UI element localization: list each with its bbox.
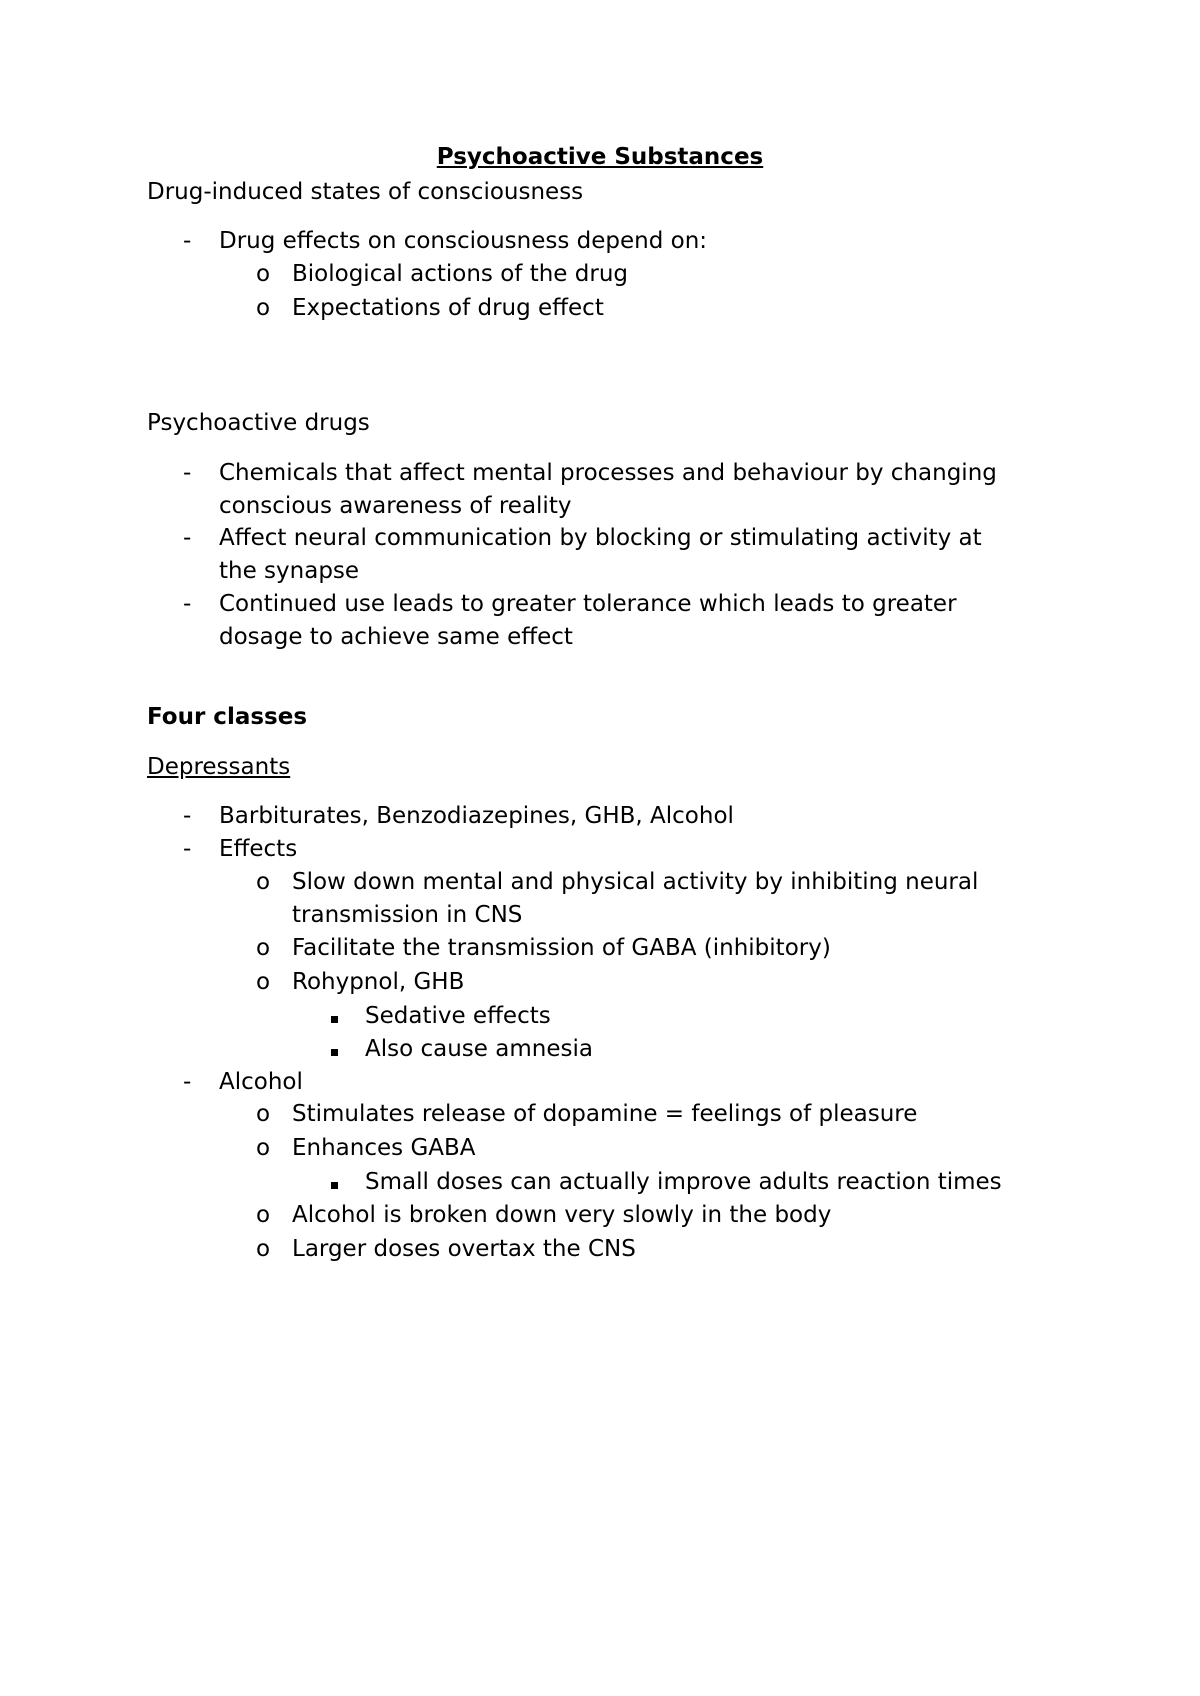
list-item: Slow down mental and physical activity by inhibiting neural — [292, 869, 979, 895]
list-item-continuation: transmission in CNS — [292, 902, 523, 928]
square-bullet-icon — [331, 1000, 338, 1033]
list-item: Also cause amnesia — [365, 1036, 593, 1062]
list-item: Drug effects on consciousness depend on: — [219, 228, 708, 254]
circle-bullet-marker: o — [256, 969, 271, 995]
list-item: Enhances GABA — [292, 1135, 476, 1161]
square-bullet-icon — [331, 1033, 338, 1066]
list-item: Facilitate the transmission of GABA (inhibitory) — [292, 935, 831, 961]
list-item: Biological actions of the drug — [292, 261, 628, 287]
document-title: Psychoactive Substances — [436, 144, 764, 170]
list-item: Alcohol — [219, 1069, 303, 1095]
list-item: Larger doses overtax the CNS — [292, 1236, 636, 1262]
circle-bullet-marker: o — [256, 1236, 271, 1262]
list-item: Effects — [219, 836, 298, 862]
list-item: Small doses can actually improve adults reaction times — [365, 1169, 1002, 1195]
circle-bullet-marker: o — [256, 1202, 271, 1228]
dash-bullet-marker: - — [183, 1069, 192, 1095]
circle-bullet-marker: o — [256, 295, 271, 321]
circle-bullet-marker: o — [256, 1101, 271, 1127]
list-item-continuation: conscious awareness of reality — [219, 493, 572, 519]
circle-bullet-marker: o — [256, 869, 271, 895]
list-item: Alcohol is broken down very slowly in the body — [292, 1202, 832, 1228]
list-item-continuation: dosage to achieve same effect — [219, 624, 573, 650]
dash-bullet-marker: - — [183, 836, 192, 862]
section-heading-four-classes: Four classes — [147, 704, 308, 730]
dash-bullet-marker: - — [183, 803, 192, 829]
list-item: Rohypnol, GHB — [292, 969, 465, 995]
list-item: Barbiturates, Benzodiazepines, GHB, Alcohol — [219, 803, 734, 829]
dash-bullet-marker: - — [183, 460, 192, 486]
dash-bullet-marker: - — [183, 591, 192, 617]
list-item: Sedative effects — [365, 1003, 551, 1029]
section-heading-psychoactive-drugs: Psychoactive drugs — [147, 410, 370, 436]
square-bullet-icon — [331, 1166, 338, 1199]
list-item: Stimulates release of dopamine = feelings of pleasure — [292, 1101, 918, 1127]
list-item-continuation: the synapse — [219, 558, 360, 584]
subheading-depressants: Depressants — [147, 754, 291, 780]
list-item: Chemicals that affect mental processes and behaviour by changing — [219, 460, 997, 486]
dash-bullet-marker: - — [183, 525, 192, 551]
list-item: Continued use leads to greater tolerance which leads to greater — [219, 591, 957, 617]
circle-bullet-marker: o — [256, 1135, 271, 1161]
circle-bullet-marker: o — [256, 261, 271, 287]
circle-bullet-marker: o — [256, 935, 271, 961]
list-item: Affect neural communication by blocking or stimulating activity at — [219, 525, 982, 551]
dash-bullet-marker: - — [183, 228, 192, 254]
list-item: Expectations of drug effect — [292, 295, 604, 321]
section-heading-drug-induced: Drug-induced states of consciousness — [147, 179, 584, 205]
